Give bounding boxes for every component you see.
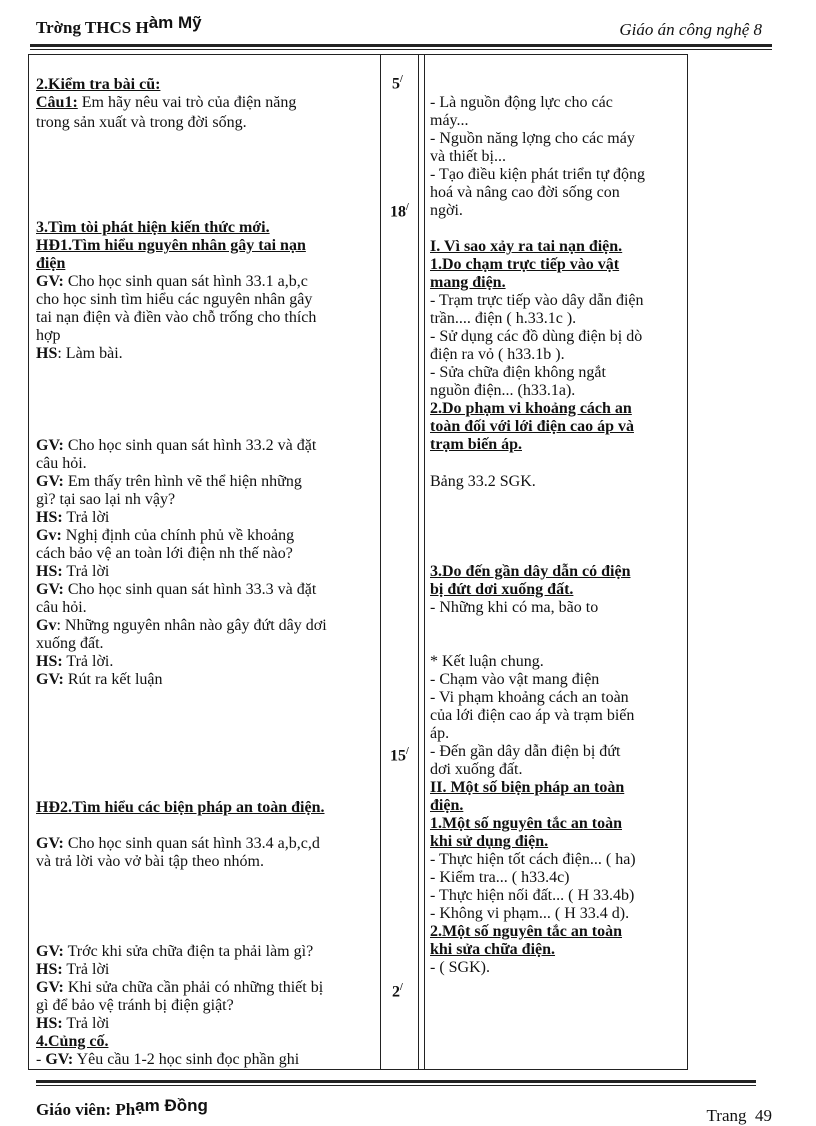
footer-rule-thin [36, 1085, 756, 1086]
activity-3-q-line2: xuống đất. [36, 635, 104, 652]
activity-2-q-line2: gì? tại sao lại nh vậy? [36, 491, 176, 508]
answer-line-6: hoá và nâng cao đời sống con [430, 184, 620, 201]
heading-1-2-line2: toàn đối với lới điện cao áp và [430, 418, 634, 435]
activity-1-line2: cho học sinh tìm hiểu các nguyên nhân gây [36, 291, 313, 308]
activity-3-q: Gv: Những nguyên nhân nào gây đứt dây dơi [36, 617, 327, 634]
heading-2-2: 2.Một số nguyên tắc an toàn [430, 923, 623, 940]
activity-2-q: GV: Em thấy trên hình vẽ thể hiện những [36, 473, 302, 490]
school-overlay: àm Mỹ [148, 13, 202, 32]
school-prefix: Trờng THCS H [36, 18, 149, 37]
activity-2-line2: câu hỏi. [36, 455, 87, 472]
answer-line-1: - Là nguồn động lực cho các [430, 94, 613, 111]
school-name [36, 13, 202, 38]
cause-line-1: - Trạm trực tiếp vào dây dẫn điện [430, 292, 644, 309]
column-divider-1 [380, 54, 381, 1070]
hs-response-6: HS: Trả lời [36, 1015, 110, 1032]
hs-response-1: HS: Làm bài. [36, 345, 123, 362]
question-1-line2: trong sản xuất và trong đời sống. [36, 114, 247, 131]
document-title: Giáo án công nghệ 8 [619, 20, 762, 39]
heading-II: II. Một số biện pháp an toàn [430, 779, 625, 796]
heading-I: I. Vì sao xảy ra tai nạn điện. [430, 238, 623, 255]
hs-response-4: HS: Trả lời. [36, 653, 114, 670]
question-1: Câu1: Em hãy nêu vai trò của điện năng [36, 94, 297, 111]
summary-line-3: của lới điện cao áp và trạm biến [430, 707, 635, 724]
sgk-reference: - ( SGK). [430, 959, 490, 976]
answer-line-7: ngời. [430, 202, 463, 219]
activity-4-line2: và trả lời vào vở bài tập theo nhóm. [36, 853, 264, 870]
heading-1-1: 1.Do chạm trực tiếp vào vật [430, 256, 620, 273]
activity-5-q-line2: gì để bảo vệ tránh bị điện giật? [36, 997, 234, 1014]
heading-2-2-line2: khi sửa chữa điện. [430, 941, 556, 958]
summary-line-6: dơi xuống đất. [430, 761, 523, 778]
activity-2: GV: Cho học sinh quan sát hình 33.2 và đặt [36, 437, 317, 454]
hd1-heading: HĐ1.Tìm hiểu nguyên nhân gây tai nạn [36, 237, 306, 254]
heading-1-2: 2.Do phạm vi khoảng cách an [430, 400, 632, 417]
page-number [707, 1106, 773, 1126]
time-15: 15/ [390, 746, 409, 765]
activity-3-line2: câu hỏi. [36, 599, 87, 616]
summary-line-5: - Đến gần dây dẫn điện bị đứt [430, 743, 621, 760]
page-label: Trang [706, 1106, 747, 1125]
activity-4: GV: Cho học sinh quan sát hình 33.4 a,b,c,d [36, 835, 320, 852]
heading-1-3-line2: bị đứt dơi xuống đất. [430, 581, 574, 598]
hs-response-5: HS: Trả lời [36, 961, 110, 978]
answer-line-5: - Tạo điều kiện phát triển tự động [430, 166, 645, 183]
teacher-prefix: Giáo viên: Ph [36, 1100, 136, 1119]
teacher-overlay: ạm Đồng [135, 1096, 208, 1115]
cause-line-6: nguồn điện... (h33.1a). [430, 382, 576, 399]
activity-1: GV: Cho học sinh quan sát hình 33.1 a,b,c [36, 273, 308, 290]
answer-line-4: và thiết bị... [430, 148, 506, 165]
heading-2-1-line2: khi sử dụng điện. [430, 833, 549, 850]
activity-1-line4: hợp [36, 327, 61, 344]
section-4-line1: - GV: Yêu cầu 1-2 học sinh đọc phần ghi [36, 1051, 300, 1068]
summary-heading: * Kết luận chung. [430, 653, 544, 670]
activity-5: GV: Trớc khi sửa chữa điện ta phải làm gì? [36, 943, 314, 960]
heading-1-1-line2: mang điện. [430, 274, 506, 291]
hd1-heading-line2: điện [36, 255, 66, 272]
rule-line-2: - Kiểm tra... ( h33.4c) [430, 869, 570, 886]
time-2: 2/ [392, 982, 403, 1001]
conclusion-step: GV: Rút ra kết luận [36, 671, 163, 688]
activity-1-line3: tai nạn điện và điền vào chỗ trống cho thích [36, 309, 317, 326]
time-5: 5/ [392, 74, 403, 93]
activity-2-q2: Gv: Nghị định của chính phủ về khoảng [36, 527, 295, 544]
hs-response-3: HS: Trả lời [36, 563, 110, 580]
heading-2-1: 1.Một số nguyên tắc an toàn [430, 815, 623, 832]
section-3-heading: 3.Tìm tòi phát hiện kiến thức mới. [36, 219, 270, 236]
section-4-heading: 4.Củng cố. [36, 1033, 109, 1050]
column-divider-2 [418, 54, 419, 1070]
cause-line-5: - Sửa chữa điện không ngắt [430, 364, 606, 381]
header-rule [30, 44, 772, 47]
activity-5-q: GV: Khi sửa chữa cần phải có những thiết bị [36, 979, 324, 996]
heading-1-2-line3: trạm biến áp. [430, 436, 522, 453]
summary-line-4: áp. [430, 725, 450, 742]
rule-line-1: - Thực hiện tốt cách điện... ( ha) [430, 851, 636, 868]
footer-rule [36, 1080, 756, 1083]
answer-line-3: - Nguồn năng lợng cho các máy [430, 130, 635, 147]
activity-2-q2-line2: cách bảo vệ an toàn lới điện nh thế nào? [36, 545, 293, 562]
table-reference: Bảng 33.2 SGK. [430, 473, 536, 490]
answer-line-2: máy... [430, 112, 469, 129]
time-18: 18/ [390, 202, 409, 221]
column-divider-3 [424, 54, 425, 1070]
page-num: 49 [755, 1106, 772, 1125]
storm-line: - Những khi có ma, bão to [430, 599, 599, 616]
hd2-heading: HĐ2.Tìm hiểu các biện pháp an toàn điện. [36, 799, 325, 816]
cause-line-4: điện ra vỏ ( h33.1b ). [430, 346, 565, 363]
cause-line-3: - Sử dụng các đồ dùng điện bị dò [430, 328, 643, 345]
header-rule-thin [30, 49, 772, 50]
hs-response-2: HS: Trả lời [36, 509, 110, 526]
rule-line-3: - Thực hiện nối đất... ( H 33.4b) [430, 887, 635, 904]
teacher-name [36, 1096, 208, 1120]
heading-1-3: 3.Do đến gần dây dẫn có điện [430, 563, 631, 580]
rule-line-4: - Không vi phạm... ( H 33.4 d). [430, 905, 630, 922]
activity-3: GV: Cho học sinh quan sát hình 33.3 và đặt [36, 581, 317, 598]
summary-line-1: - Chạm vào vật mang điện [430, 671, 600, 688]
kiem-tra-heading: 2.Kiểm tra bài cũ: [36, 76, 161, 93]
heading-II-line2: điện. [430, 797, 464, 814]
cause-line-2: trần.... điện ( h.33.1c ). [430, 310, 577, 327]
summary-line-2: - Vi phạm khoảng cách an toàn [430, 689, 629, 706]
